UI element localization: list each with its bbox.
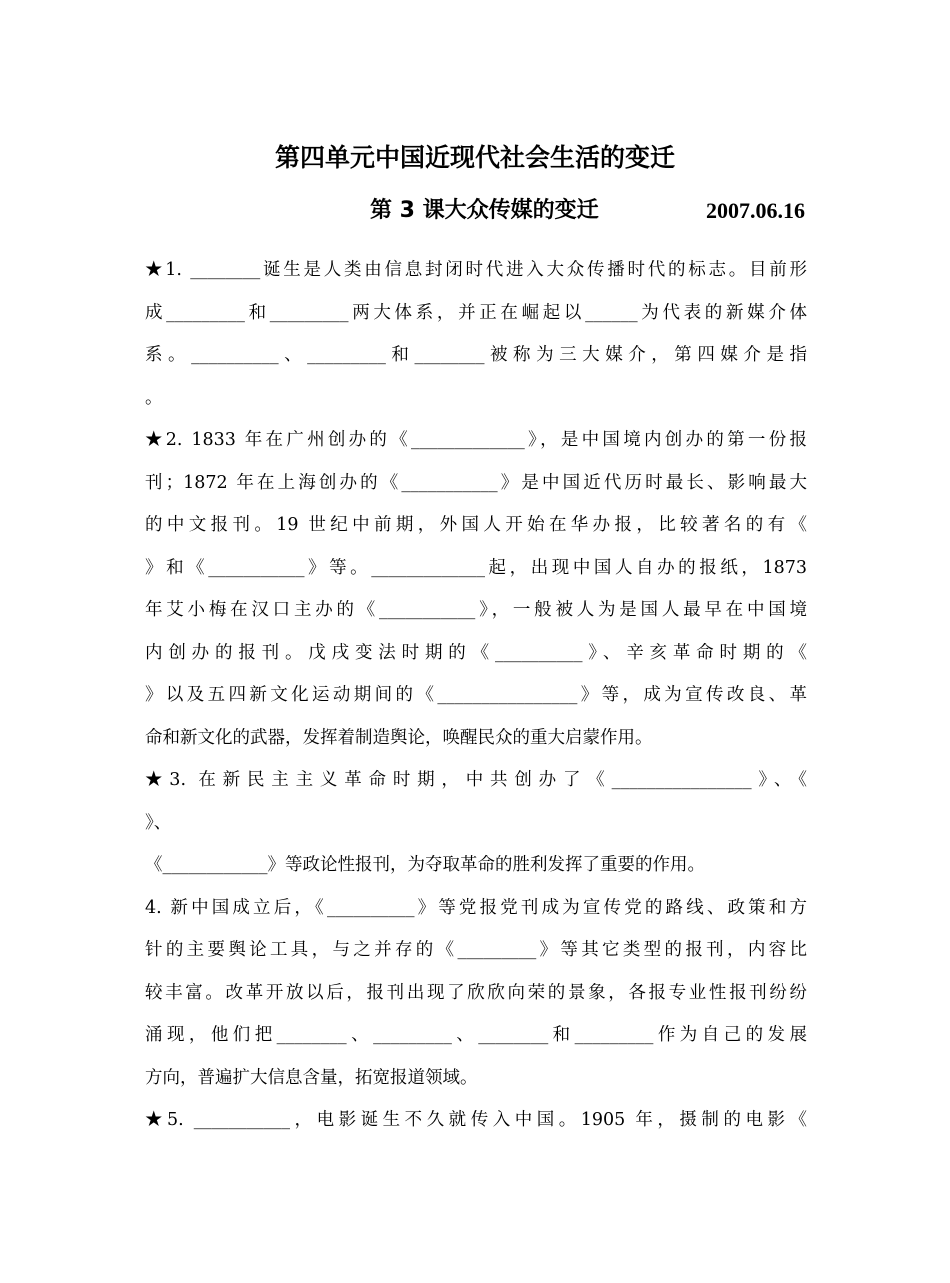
text-line: 刊；1872 年在上海创办的《___________》是中国近代历时最长、影响最大: [145, 472, 807, 493]
text-line: 。: [145, 387, 163, 408]
text-line: 针的主要舆论工具，与之并存的《_________》等其它类型的报刊，内容比: [145, 940, 807, 960]
text-line: 》以及五四新文化运动期间的《________________》等，成为宣传改良、革: [145, 685, 807, 705]
text-line: ★2. 1833 年在广州创办的《_____________》，是中国境内创办的第一份报: [145, 430, 807, 450]
text-line: ★5. ___________，电影诞生不久就传入中国。1905 年，摄制的电影《: [145, 1110, 807, 1130]
text-line: ★3. 在新民主主义革命时期，中共创办了《________________》、《: [145, 770, 807, 790]
text-line: 内创办的报刊。戊戌变法时期的《__________》、辛亥革命时期的《: [145, 642, 807, 663]
text-line: 方向，普遍扩大信息含量，拓宽报道领域。: [145, 1067, 478, 1088]
text-line: 》和《___________》等。_____________起，出现中国人自办的报纸，1873: [145, 557, 807, 578]
text-line: 系。__________、_________和________被称为三大媒介，第四媒介是指: [145, 345, 807, 365]
text-line: ★1. ________诞生是人类由信息封闭时代进入大众传播时代的标志。目前形: [145, 260, 807, 280]
text-line: 成_________和_________两大体系，并正在崛起以______为代表的新媒介体: [145, 302, 807, 323]
text-line: 的中文报刊。19 世纪中前期，外国人开始在华办报，比较著名的有《: [145, 515, 807, 535]
text-line: 较丰富。改革开放以后，报刊出现了欣欣向荣的景象，各报专业性报刊纷纷: [145, 982, 807, 1003]
text-line: 》、: [145, 812, 172, 833]
text-line: 涌现，他们把________、_________、________和_________作为自己的发展: [145, 1025, 807, 1045]
page-title: 第四单元中国近现代社会生活的变迁: [274, 143, 675, 172]
text-line: 命和新文化的武器，发挥着制造舆论，唤醒民众的重大启蒙作用。: [145, 727, 653, 748]
text-line: 年艾小梅在汉口主办的《___________》，一般被人为是国人最早在中国境: [145, 600, 807, 620]
text-line: 《____________》等政论性报刊，为夺取革命的胜利发挥了重要的作用。: [145, 855, 705, 875]
lesson-date: 2007.06.16: [706, 198, 805, 223]
text-line: 4. 新中国成立后，《__________》等党报党刊成为宣传党的路线、政策和方: [145, 897, 807, 918]
lesson-title: 第 3 课大众传媒的变迁: [370, 198, 599, 223]
worksheet-body: [145, 251, 807, 1144]
